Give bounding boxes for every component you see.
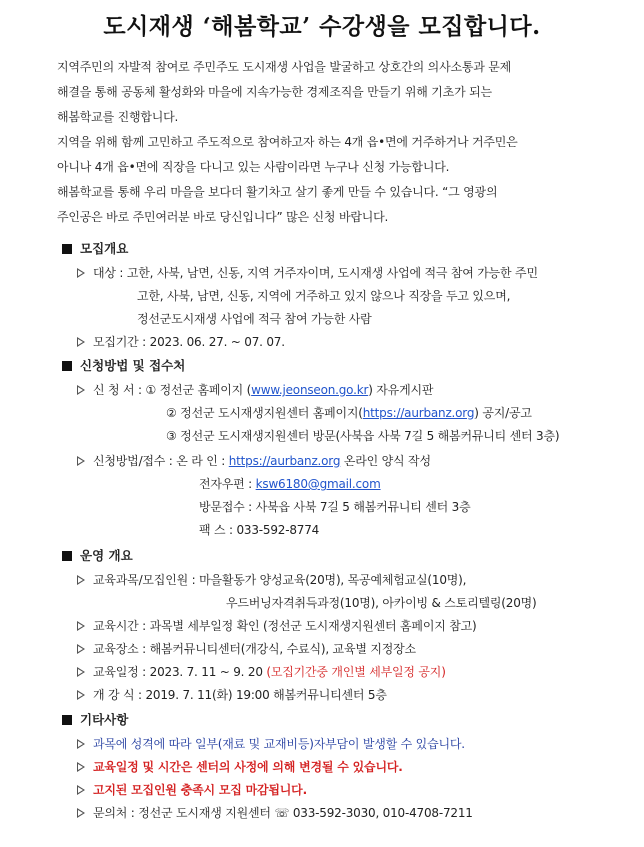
method-line-visit: 방문접수 : 사북읍 사북 7길 5 해봄커뮤니티 센터 3층	[199, 500, 471, 514]
apply-line-3: ③ 정선군 도시재생지원센터 방문(사북읍 사북 7길 5 해봄커뮤니티 센터 3층)	[166, 429, 560, 443]
aurbanz-homepage-link[interactable]: https://aurbanz.org	[362, 406, 475, 420]
target-line-3: 정선군도시재생 사업에 적극 참여 가능한 사람	[137, 312, 372, 326]
triangle-bullet-icon	[77, 621, 85, 631]
triangle-bullet-icon	[77, 762, 85, 772]
course-line-2: 우드버닝자격취득과정(10명), 아카이빙 & 스토리텔링(20명)	[226, 596, 537, 610]
email-link[interactable]: ksw6180@gmail.com	[255, 477, 381, 491]
period-line: 모집기간 : 2023. 06. 27. ~ 07. 07.	[77, 333, 285, 350]
time-line: 교육시간 : 과목별 세부일정 확인 (정선군 도시재생지원센터 홈페이지 참고)	[77, 617, 477, 634]
opening-line: 개 강 식 : 2019. 7. 11(화) 19:00 해봄커뮤니티센터 5층	[77, 686, 387, 703]
method-line-email: 전자우편 : ksw6180@gmail.com	[199, 477, 381, 491]
contact-line: 문의처 : 정선군 도시재생 지원센터 ☏ 033-592-3030, 010-4708-7211	[77, 804, 473, 821]
intro-line: 주인공은 바로 주민여러분 바로 당신입니다” 많은 신청 바랍니다.	[57, 210, 389, 224]
square-bullet-icon	[62, 244, 72, 254]
phone-icon: ☏	[274, 806, 290, 820]
triangle-bullet-icon	[77, 385, 85, 395]
triangle-bullet-icon	[77, 456, 85, 466]
section-heading-operation: 운영 개요	[62, 546, 133, 564]
section-heading-recruitment: 모집개요	[62, 239, 128, 257]
intro-line: 아니나 4개 읍•면에 직장을 다니고 있는 사람이라면 누구나 신청 가능합니다.	[57, 160, 450, 174]
triangle-bullet-icon	[77, 785, 85, 795]
triangle-bullet-icon	[77, 808, 85, 818]
intro-line: 해결을 통해 공동체 활성화와 마을에 지속가능한 경제조직을 만들기 위해 기초가 되는	[57, 85, 492, 99]
method-line-fax: 팩 스 : 033-592-8774	[199, 523, 320, 537]
triangle-bullet-icon	[77, 575, 85, 585]
schedule-line: 교육일정 : 2023. 7. 11 ~ 9. 20 (모집기간중 개인별 세부일정 공지)	[77, 663, 446, 680]
target-line: 대상 : 고한, 사북, 남면, 신동, 지역 거주자이며, 도시재생 사업에 적극 참여 가능한 주민	[77, 264, 538, 281]
note-schedule-change: 교육일정 및 시간은 센터의 사정에 의해 변경될 수 있습니다.	[77, 758, 403, 775]
triangle-bullet-icon	[77, 644, 85, 654]
section-heading-misc: 기타사항	[62, 710, 128, 728]
place-line: 교육장소 : 해봄커뮤니티센터(개강식, 수료식), 교육별 지정장소	[77, 640, 416, 657]
triangle-bullet-icon	[77, 337, 85, 347]
note-self-pay: 과목에 성격에 따라 일부(재료 및 교재비등)자부담이 발생할 수 있습니다.	[77, 735, 465, 752]
square-bullet-icon	[62, 715, 72, 725]
intro-line: 지역을 위해 함께 고민하고 주도적으로 참여하고자 하는 4개 읍•면에 거주하거나 거주민은	[57, 135, 518, 149]
target-line-2: 고한, 사북, 남면, 신동, 지역에 거주하고 있지 않으나 직장을 두고 있으며,	[137, 289, 511, 303]
apply-line-2: ② 정선군 도시재생지원센터 홈페이지(https://aurbanz.org) 공지/공고	[166, 406, 532, 420]
page-title: 도시재생 ‘해봄학교’ 수강생을 모집합니다.	[103, 13, 541, 40]
intro-paragraph	[57, 55, 617, 230]
course-line-1: 교육과목/모집인원 : 마을활동가 양성교육(20명), 목공예체험교실(10명),	[77, 571, 466, 588]
jeongseon-homepage-link[interactable]: www.jeonseon.go.kr	[251, 383, 369, 397]
triangle-bullet-icon	[77, 690, 85, 700]
square-bullet-icon	[62, 551, 72, 561]
triangle-bullet-icon	[77, 667, 85, 677]
square-bullet-icon	[62, 361, 72, 371]
method-line-online: 신청방법/접수 : 온 라 인 : https://aurbanz.org 온라인 양식 작성	[77, 452, 431, 469]
intro-line: 지역주민의 자발적 참여로 주민주도 도시재생 사업을 발굴하고 상호간의 의사소통과 문제	[57, 60, 512, 74]
triangle-bullet-icon	[77, 739, 85, 749]
intro-line: 해봄학교를 통해 우리 마을을 보다더 활기차고 살기 좋게 만들 수 있습니다. “그 영광의	[57, 185, 498, 199]
triangle-bullet-icon	[77, 268, 85, 278]
apply-line-1: 신 청 서 : ① 정선군 홈페이지 (www.jeonseon.go.kr) 자유게시판	[77, 381, 433, 398]
note-closing: 고지된 모집인원 충족시 모집 마감됩니다.	[77, 781, 307, 798]
section-heading-apply: 신청방법 및 접수처	[62, 356, 185, 374]
intro-line: 해봄학교를 진행합니다.	[57, 110, 179, 124]
online-form-link[interactable]: https://aurbanz.org	[228, 454, 341, 468]
